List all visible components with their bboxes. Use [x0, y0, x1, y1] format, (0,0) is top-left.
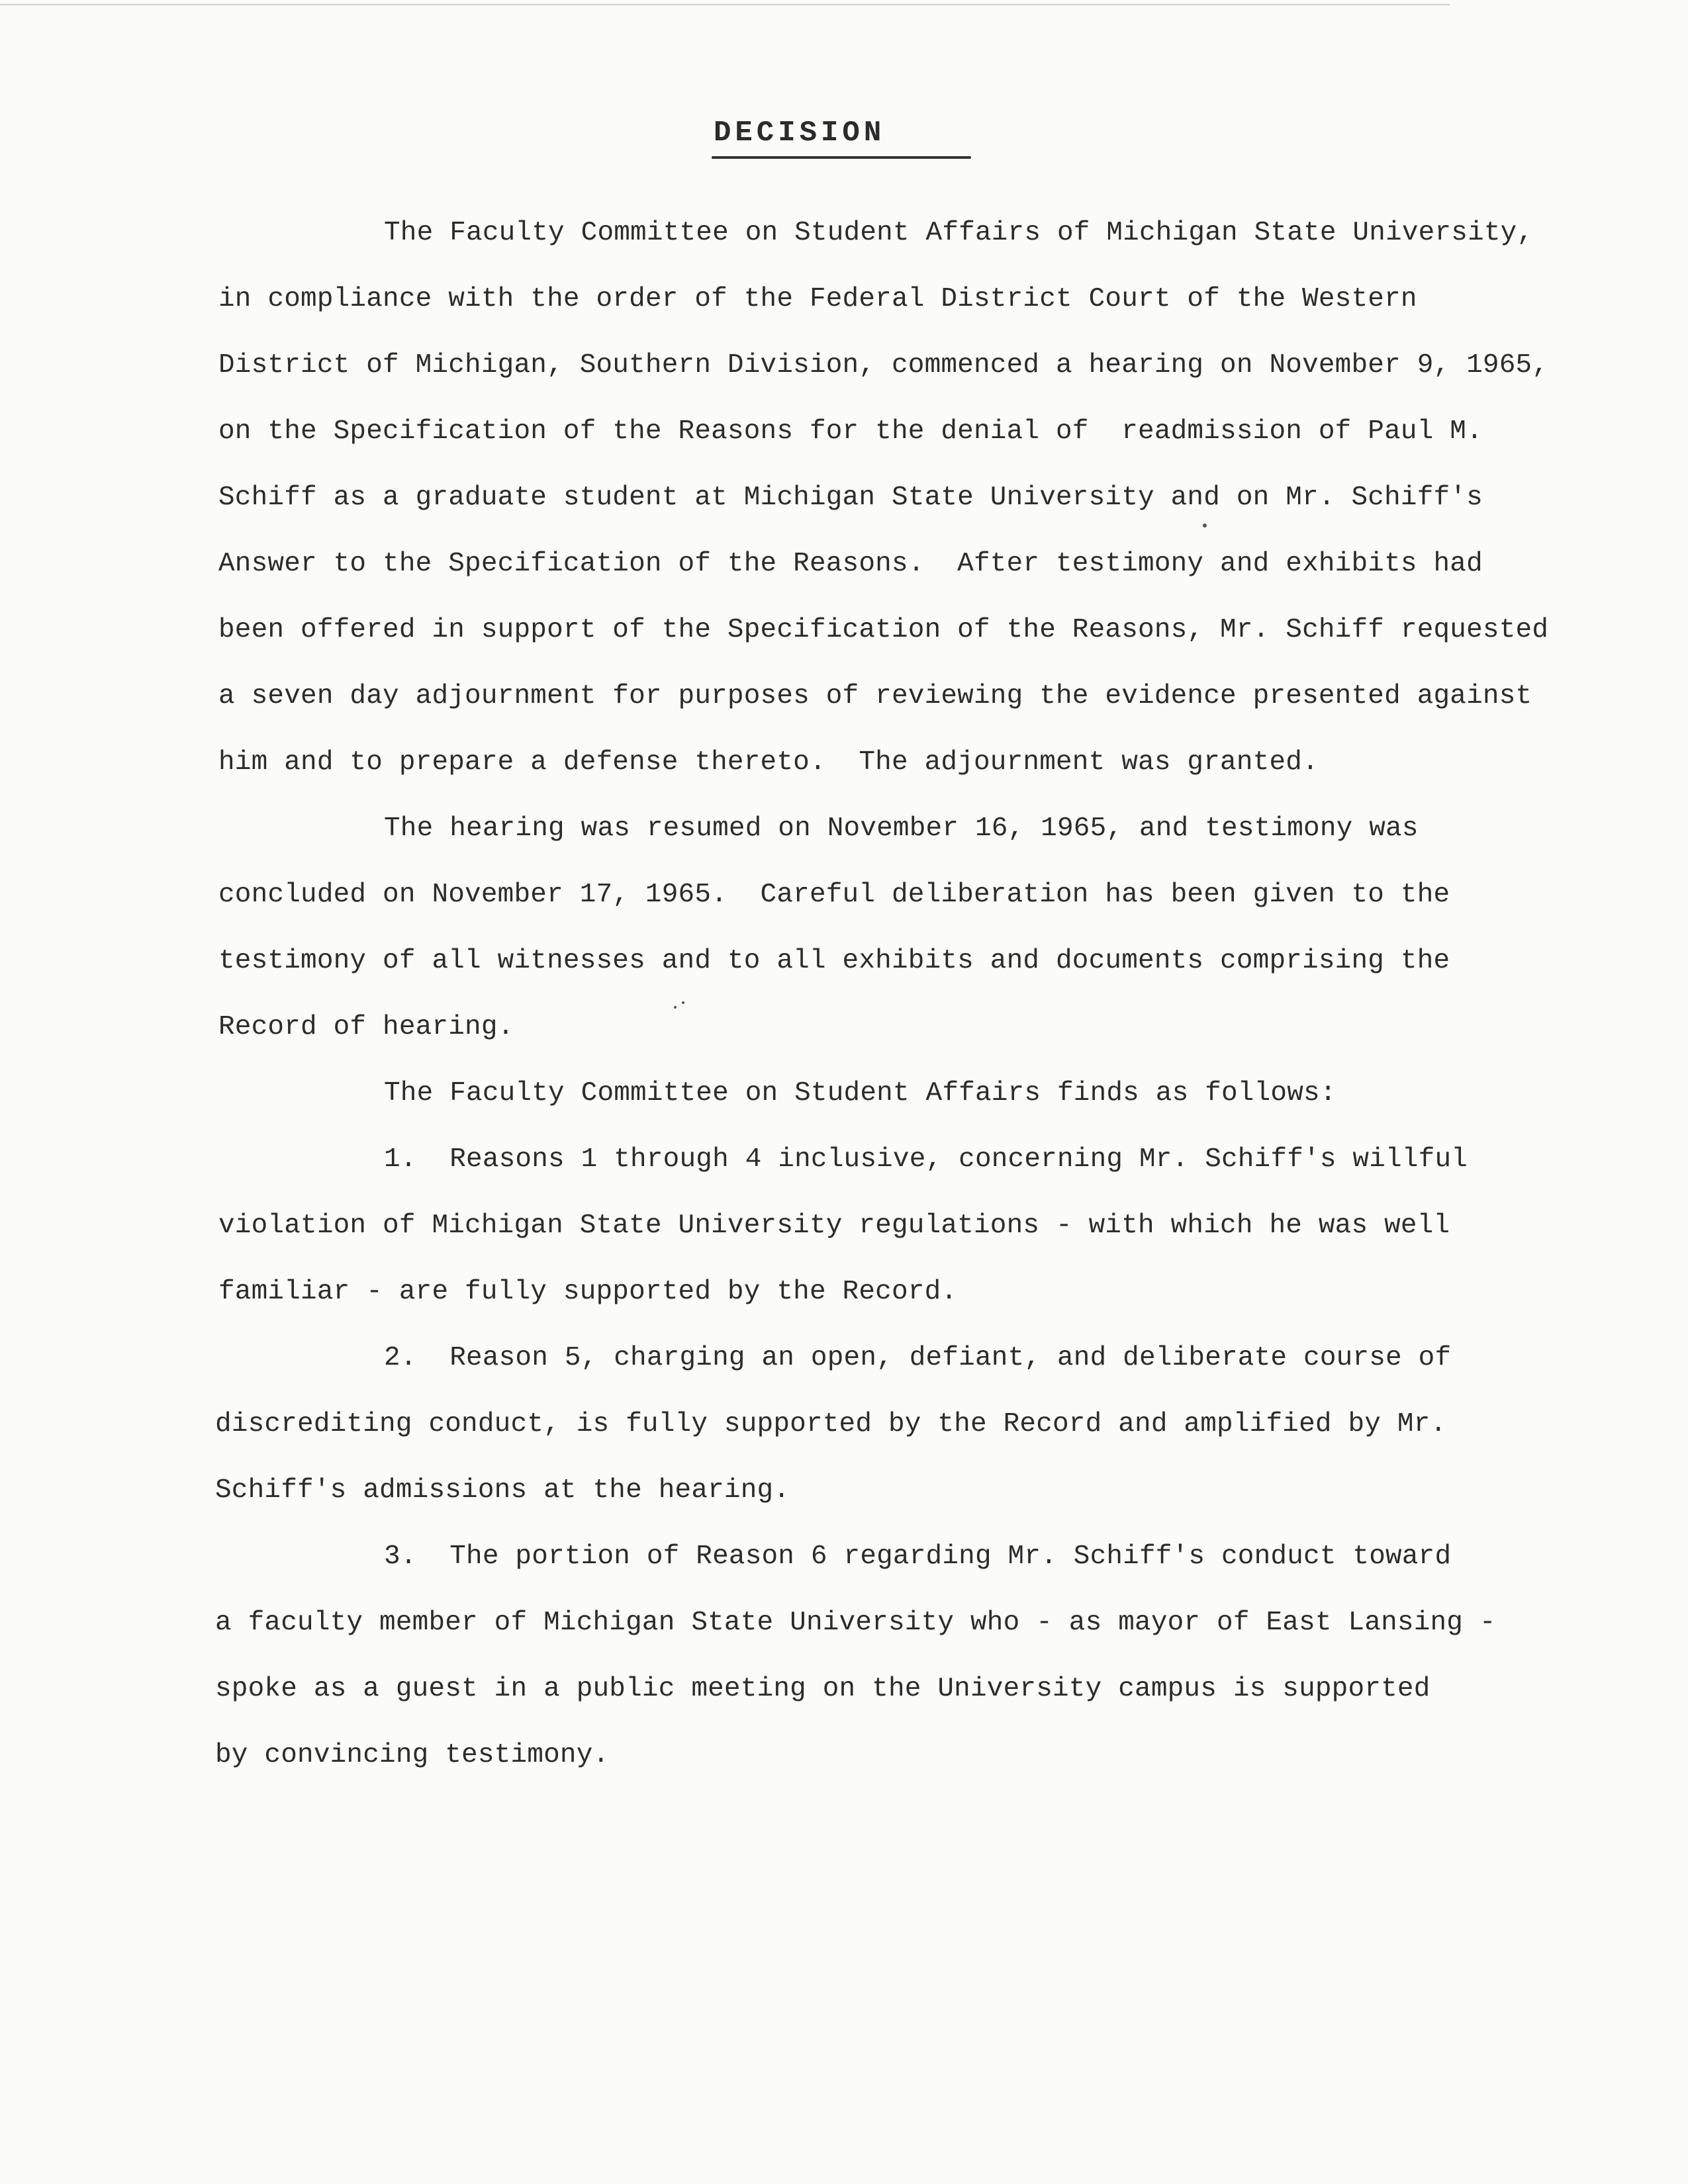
text-line: by convincing testimony.	[215, 1740, 610, 1770]
scan-speck	[682, 1001, 684, 1004]
text-line: a faculty member of Michigan State University who - as mayor of East Lansing -	[215, 1608, 1496, 1638]
scan-speck	[1203, 523, 1207, 527]
text-line: been offered in support of the Specification of the Reasons, Mr. Schiff requested	[218, 615, 1549, 645]
scan-speck	[674, 1006, 677, 1009]
text-line: discrediting conduct, is fully supported by the Record and amplified by Mr.	[215, 1409, 1447, 1439]
text-line: him and to prepare a defense thereto. The adjournment was granted.	[218, 747, 1319, 778]
text-line: Schiff's admissions at the hearing.	[215, 1475, 790, 1506]
text-line: on the Specification of the Reasons for the denial of readmission of Paul M.	[218, 416, 1483, 447]
text-line: Schiff as a graduate student at Michigan State University and on Mr. Schiff's	[218, 482, 1483, 513]
text-line: concluded on November 17, 1965. Careful deliberation has been given to the	[218, 880, 1450, 910]
text-line: Answer to the Specification of the Reasons. After testimony and exhibits had	[218, 549, 1483, 579]
text-line: violation of Michigan State University regulations - with which he was well	[218, 1210, 1450, 1241]
page-top-edge	[0, 4, 1450, 5]
text-line: The hearing was resumed on November 16, 1965, and testimony was	[384, 813, 1419, 844]
text-line: in compliance with the order of the Federal District Court of the Western	[218, 284, 1417, 314]
text-line: familiar - are fully supported by the Record.	[218, 1277, 958, 1307]
title-underline	[712, 156, 971, 159]
finding-3-line: 3. The portion of Reason 6 regarding Mr. Schiff's conduct toward	[384, 1541, 1452, 1572]
text-line: testimony of all witnesses and to all exhibits and documents comprising the	[218, 946, 1450, 976]
finding-1-line: 1. Reasons 1 through 4 inclusive, concerning Mr. Schiff's willful	[384, 1144, 1468, 1175]
text-line: The Faculty Committee on Student Affairs of Michigan State University,	[384, 218, 1534, 248]
text-line: a seven day adjournment for purposes of reviewing the evidence presented against	[218, 681, 1532, 711]
text-line: Record of hearing.	[218, 1012, 514, 1042]
finding-2-line: 2. Reason 5, charging an open, defiant, and deliberate course of	[384, 1343, 1452, 1373]
text-line: District of Michigan, Southern Division, commenced a hearing on November 9, 1965,	[218, 350, 1549, 381]
text-line: spoke as a guest in a public meeting on the University campus is supported	[215, 1674, 1430, 1704]
page-title: DECISION	[714, 116, 886, 150]
text-line: The Faculty Committee on Student Affairs finds as follows:	[384, 1078, 1336, 1109]
